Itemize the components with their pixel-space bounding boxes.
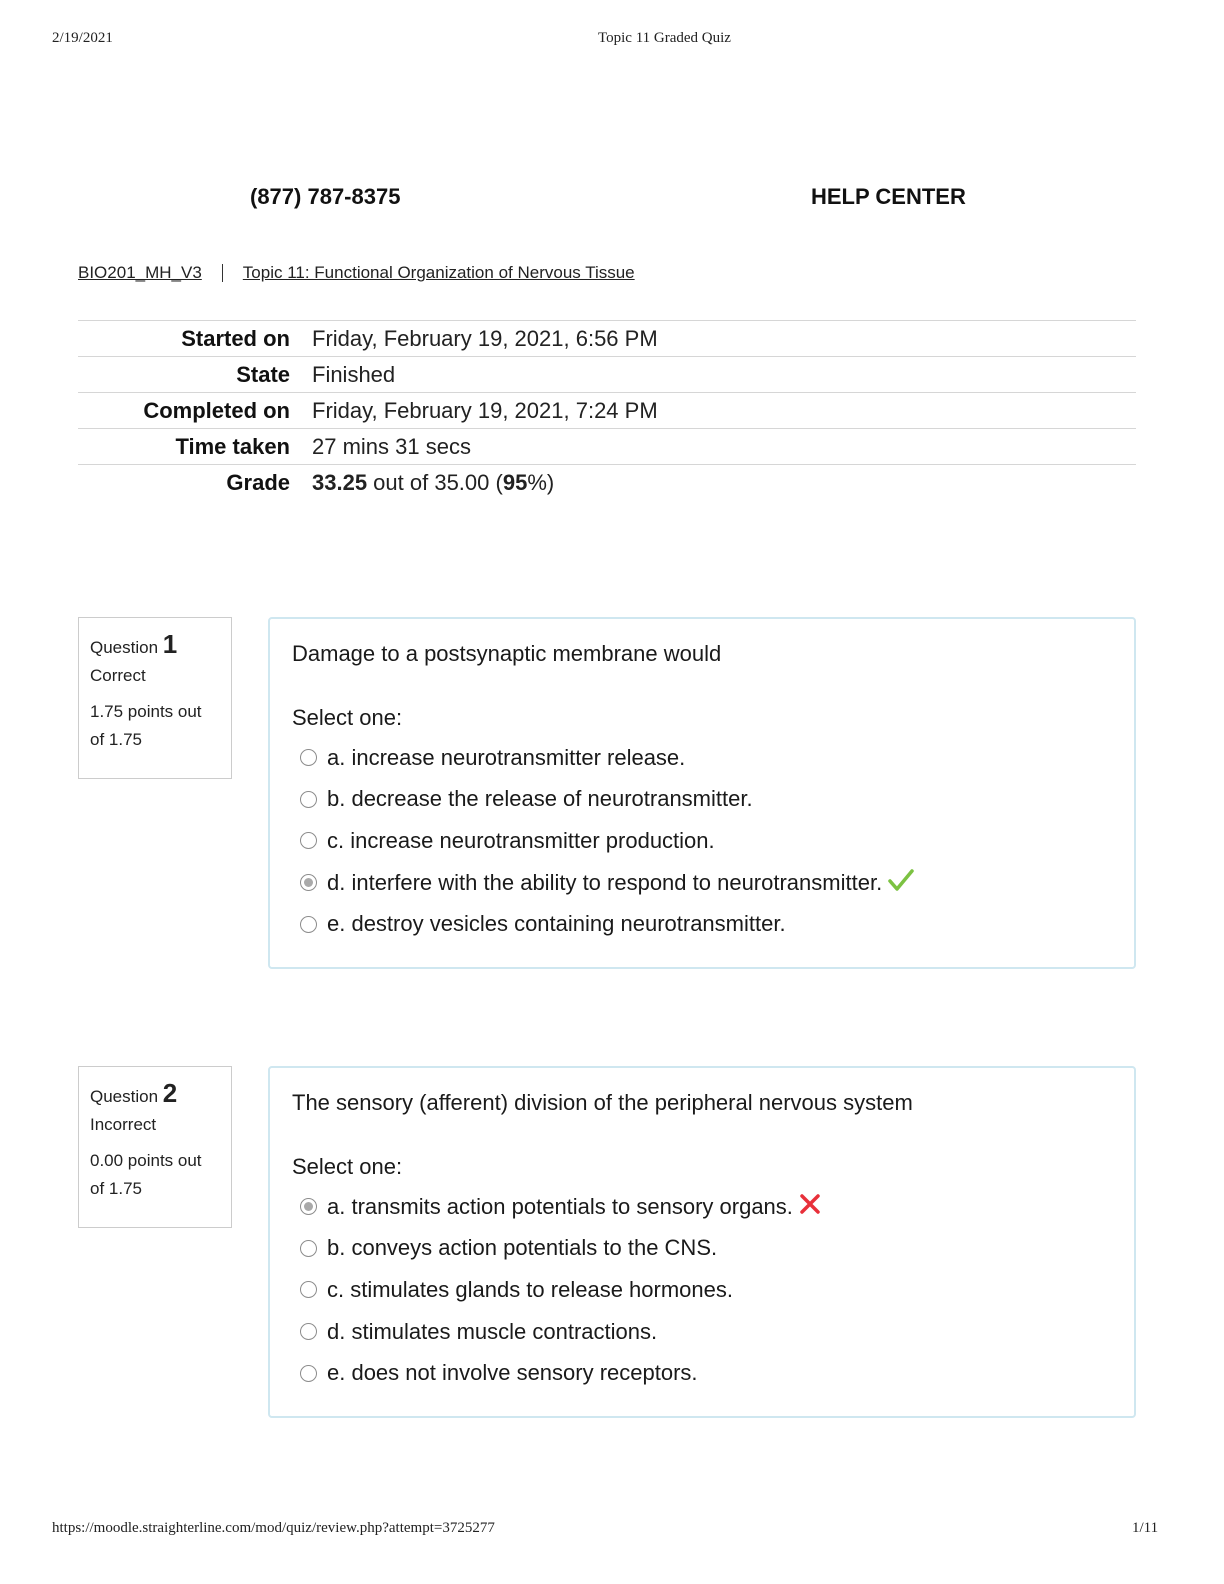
answer-label: e. does not involve sensory receptors. (327, 1360, 698, 1386)
grade-label: Grade (226, 469, 290, 495)
checkmark-icon (888, 868, 914, 898)
state-label: State (236, 361, 290, 387)
summary-row-state (78, 357, 1136, 393)
answer-option[interactable] (292, 737, 1112, 779)
question-state: Incorrect (90, 1115, 157, 1134)
question-label: Question (90, 638, 159, 657)
radio-button[interactable] (300, 749, 317, 766)
answer-label: d. interfere with the ability to respond to neurotransmitter. (327, 869, 883, 895)
answer-option[interactable] (292, 1186, 1112, 1228)
answer-label: e. destroy vesicles containing neurotransmitter. (327, 911, 786, 937)
breadcrumb (78, 263, 635, 283)
grade-percent: 95 (502, 469, 528, 495)
radio-button[interactable] (300, 791, 317, 808)
started-value: Friday, February 19, 2021, 6:56 PM (312, 325, 658, 351)
question-content-2 (268, 1066, 1136, 1418)
question-label: Question (90, 1087, 159, 1106)
answer-label: b. conveys action potentials to the CNS. (327, 1235, 718, 1261)
cross-icon (799, 1193, 821, 1221)
answer-label: c. increase neurotransmitter production. (327, 827, 715, 853)
radio-button[interactable] (300, 1365, 317, 1382)
completed-label: Completed on (143, 397, 290, 423)
grade-end: %) (527, 469, 555, 495)
answer-option[interactable] (292, 862, 1112, 904)
answer-option[interactable] (292, 1311, 1112, 1353)
summary-row-started (78, 321, 1136, 357)
print-date: 2/19/2021 (52, 30, 113, 46)
answer-option[interactable] (292, 1352, 1112, 1394)
state-value: Finished (312, 361, 396, 387)
radio-button[interactable] (300, 1240, 317, 1257)
answer-label: b. decrease the release of neurotransmitter. (327, 786, 753, 812)
summary-row-completed (78, 393, 1136, 429)
started-label: Started on (181, 325, 290, 351)
answer-label: a. transmits action potentials to sensory organs. (327, 1193, 793, 1219)
radio-button[interactable] (300, 1323, 317, 1340)
answer-option[interactable] (292, 779, 1112, 821)
help-center-link[interactable]: HELP CENTER (811, 184, 966, 209)
question-points-line2: of 1.75 (90, 730, 142, 749)
radio-button[interactable] (300, 1281, 317, 1298)
radio-button-selected[interactable] (300, 874, 317, 891)
question-info-1 (78, 617, 232, 779)
question-number: 2 (162, 1078, 178, 1108)
answer-label: d. stimulates muscle contractions. (327, 1318, 658, 1344)
breadcrumb-course-link[interactable]: BIO201_MH_V3 (78, 263, 202, 282)
radio-button-selected[interactable] (300, 1198, 317, 1215)
summary-row-grade (78, 465, 1136, 501)
radio-button[interactable] (300, 916, 317, 933)
question-points-line1: 0.00 points out (90, 1151, 202, 1170)
question-text: The sensory (afferent) division of the peripheral nervous system (292, 1090, 913, 1115)
print-page-number: 1/11 (1132, 1520, 1159, 1536)
question-points-line1: 1.75 points out (90, 702, 202, 721)
answer-option[interactable] (292, 1269, 1112, 1311)
breadcrumb-topic-link[interactable]: Topic 11: Functional Organization of Nervous Tissue (242, 263, 635, 282)
grade-mid: out of 35.00 ( (367, 469, 503, 495)
radio-button[interactable] (300, 832, 317, 849)
question-text: Damage to a postsynaptic membrane would (292, 641, 722, 666)
answer-label: a. increase neurotransmitter release. (327, 744, 686, 770)
answer-option[interactable] (292, 1228, 1112, 1270)
answer-option[interactable] (292, 903, 1112, 945)
question-content-1 (268, 617, 1136, 969)
question-info-2 (78, 1066, 232, 1228)
select-prompt: Select one: (292, 1154, 403, 1179)
completed-value: Friday, February 19, 2021, 7:24 PM (312, 397, 658, 423)
phone-number[interactable]: (877) 787-8375 (250, 184, 401, 209)
attempt-summary-table (78, 320, 1136, 500)
question-points-line2: of 1.75 (90, 1179, 142, 1198)
summary-row-time (78, 429, 1136, 465)
question-number: 1 (162, 629, 178, 659)
grade-value (312, 465, 1136, 501)
breadcrumb-separator (222, 264, 223, 282)
time-label: Time taken (175, 433, 290, 459)
answer-label: c. stimulates glands to release hormones. (327, 1276, 733, 1302)
grade-score: 33.25 (312, 469, 368, 495)
select-prompt: Select one: (292, 705, 403, 730)
question-state: Correct (90, 666, 146, 685)
print-title: Topic 11 Graded Quiz (598, 30, 731, 46)
time-value: 27 mins 31 secs (312, 433, 471, 459)
answer-option[interactable] (292, 820, 1112, 862)
print-url: https://moodle.straighterline.com/mod/quiz/review.php?attempt=3725277 (52, 1520, 495, 1536)
